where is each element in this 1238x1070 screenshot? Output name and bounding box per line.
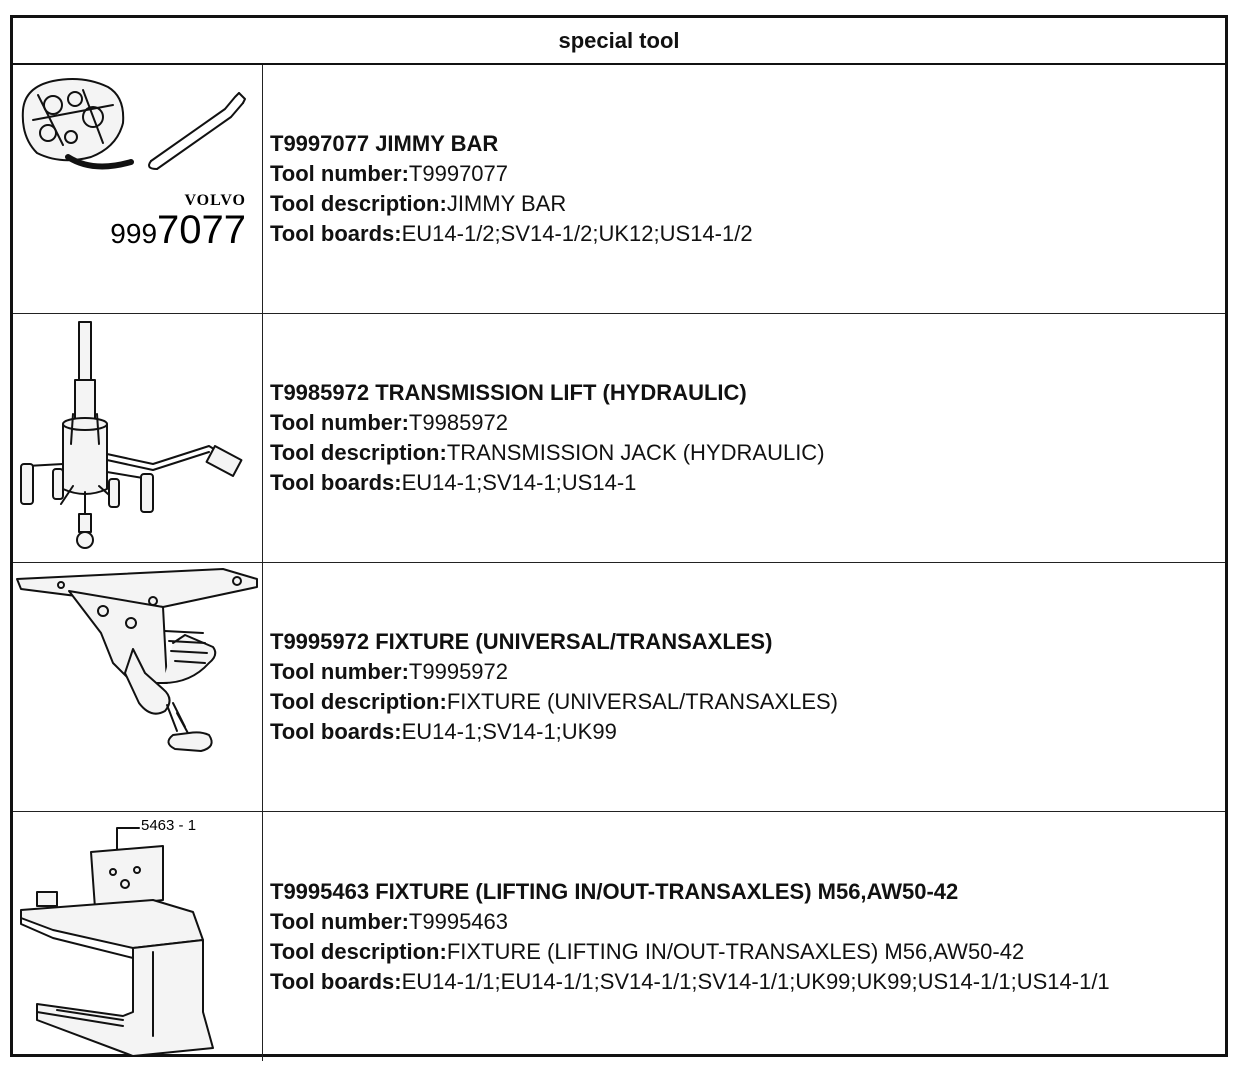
table-row <box>13 563 1225 812</box>
code-large: 7077 <box>157 208 246 252</box>
tool-number-label: Tool number: <box>270 410 409 435</box>
tool-title: T9995463 FIXTURE (LIFTING IN/OUT-TRANSAXLES) M56,AW50-42 <box>270 878 959 904</box>
tool-boards-value: EU14-1;SV14-1;UK99 <box>401 719 617 744</box>
tool-image-cell <box>13 65 263 313</box>
tool-number-line <box>270 408 1225 438</box>
svg-text:9997077 <box>110 208 246 252</box>
transmission-jack-illustration-icon <box>13 314 262 562</box>
tool-boards-line <box>270 717 1225 747</box>
tool-boards-value: EU14-1/2;SV14-1/2;UK12;US14-1/2 <box>401 221 753 246</box>
tool-boards-label: Tool boards: <box>270 221 402 246</box>
tool-description-line <box>270 189 1225 219</box>
tool-description-label: Tool description: <box>270 689 447 714</box>
tool-number-line <box>270 907 1225 937</box>
tool-boards-line <box>270 219 1225 249</box>
tool-image-cell <box>13 812 263 1061</box>
tool-number-label: Tool number: <box>270 659 409 684</box>
tool-boards-value: EU14-1/1;EU14-1/1;SV14-1/1;SV14-1/1;UK99;UK99;US14-1/1;US14-1/1 <box>401 968 1110 994</box>
tool-image-cell <box>13 563 263 811</box>
tool-boards-value: EU14-1;SV14-1;US14-1 <box>401 470 637 495</box>
tool-info <box>263 563 1225 811</box>
tool-boards-label: Tool boards: <box>270 470 402 495</box>
special-tool-table <box>10 15 1228 1057</box>
tool-number-label: Tool number: <box>270 908 409 934</box>
jimmy-bar-illustration-icon <box>13 65 262 313</box>
tool-description-value: JIMMY BAR <box>446 191 567 216</box>
universal-fixture-illustration-icon <box>13 563 262 811</box>
tool-description-value: TRANSMISSION JACK (HYDRAULIC) <box>446 440 825 465</box>
tool-description-value: FIXTURE (LIFTING IN/OUT-TRANSAXLES) M56,AW50-42 <box>446 938 1025 964</box>
tool-info <box>263 65 1225 313</box>
brand-label: VOLVO <box>184 192 246 209</box>
tool-description-value: FIXTURE (UNIVERSAL/TRANSAXLES) <box>446 689 838 714</box>
tool-description-line <box>270 438 1225 468</box>
lifting-fixture-illustration-icon <box>13 812 262 1060</box>
tool-title: T9995972 FIXTURE (UNIVERSAL/TRANSAXLES) <box>270 629 773 654</box>
table-row <box>13 314 1225 563</box>
tool-boards-label: Tool boards: <box>270 968 402 994</box>
tool-number-value: T9995972 <box>408 659 509 684</box>
table-header: special tool <box>13 18 1225 65</box>
tool-boards-line <box>270 468 1225 498</box>
tool-number-line <box>270 657 1225 687</box>
tool-number-line <box>270 159 1225 189</box>
tool-number-value: T9995463 <box>408 908 509 934</box>
tool-description-label: Tool description: <box>270 440 447 465</box>
tool-number-label: Tool number: <box>270 161 409 186</box>
tool-number-value: T9997077 <box>408 161 509 186</box>
table-row <box>13 65 1225 314</box>
tool-description-line <box>270 687 1225 717</box>
table-row <box>13 812 1225 1061</box>
tool-description-label: Tool description: <box>270 938 447 964</box>
tool-description-label: Tool description: <box>270 191 447 216</box>
callout-label: 5463 - 1 <box>141 817 197 834</box>
tool-title: T9997077 JIMMY BAR <box>270 131 499 156</box>
tool-info <box>263 812 1225 1061</box>
tool-info <box>263 314 1225 562</box>
tool-boards-label: Tool boards: <box>270 719 402 744</box>
tool-boards-line <box>270 967 1225 997</box>
tool-title: T9985972 TRANSMISSION LIFT (HYDRAULIC) <box>270 380 747 405</box>
tool-description-line <box>270 937 1225 967</box>
tool-number-value: T9985972 <box>408 410 509 435</box>
code-small: 999 <box>110 218 158 249</box>
tool-image-cell <box>13 314 263 562</box>
